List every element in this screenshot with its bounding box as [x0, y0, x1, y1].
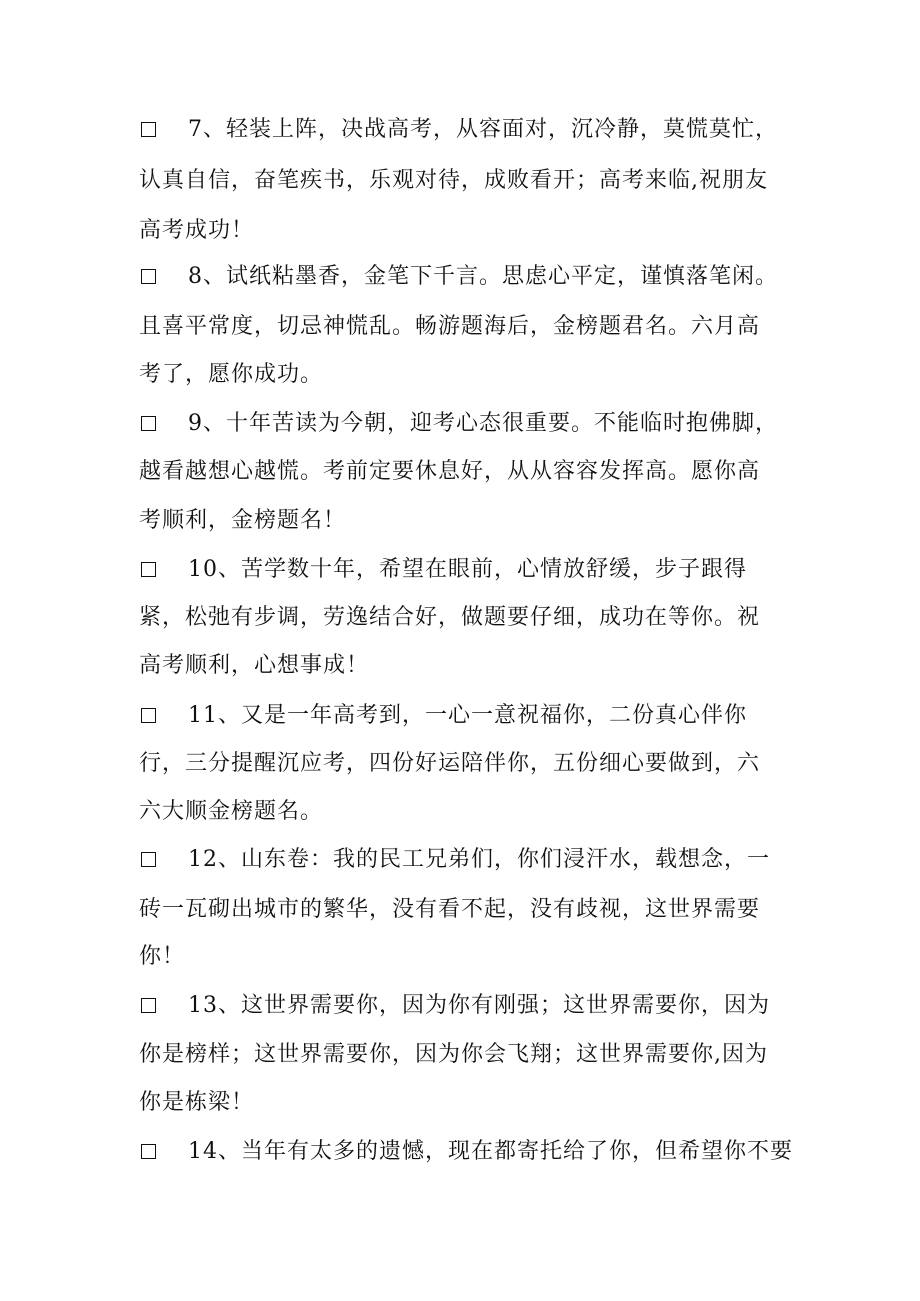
checkbox-icon[interactable] [141, 852, 156, 867]
line-text: 行，三分提醒沉应考，四份好运陪伴你，五份细心要做到，六 [139, 751, 761, 776]
line-text: 12、山东卷：我的民工兄弟们，你们浸汗水，载想念，一 [188, 847, 770, 872]
paragraph-10-line-2 [139, 598, 799, 638]
line-text: 考顺利，金榜题名！ [139, 508, 347, 533]
line-text: 你！ [139, 944, 186, 969]
paragraph-10-line-3 [139, 646, 799, 686]
paragraph-8-line-1 [139, 257, 799, 297]
line-text: 紧，松弛有步调，劳逸结合好，做题要仔细，成功在等你。祝 [139, 605, 761, 630]
line-text: 六大顺金榜题名。 [139, 799, 324, 824]
line-text: 10、苦学数十年，希望在眼前，心情放舒缓，步子跟得 [188, 557, 747, 582]
paragraph-14-line-1 [139, 1132, 799, 1172]
paragraph-9-line-1 [139, 404, 799, 444]
line-text: 你是榜样；这世界需要你，因为你会飞翔；这世界需要你,因为 [139, 1042, 768, 1067]
line-text: 认真自信，奋笔疾书，乐观对待，成败看开；高考来临,祝朋友 [139, 168, 768, 193]
line-text: 且喜平常度，切忌神慌乱。畅游题海后，金榜题君名。六月高 [139, 314, 761, 339]
line-text: 9、十年苦读为今朝，迎考心态很重要。不能临时抱佛脚， [188, 411, 778, 436]
line-text: 14、当年有太多的遗憾，现在都寄托给了你，但希望你不要 [188, 1139, 793, 1164]
line-text: 高考顺利，心想事成！ [139, 653, 370, 678]
line-text: 考了，愿你成功。 [139, 362, 324, 387]
paragraph-13-line-3 [139, 1083, 799, 1123]
checkbox-icon[interactable] [141, 1144, 156, 1159]
paragraph-12-line-1 [139, 840, 799, 880]
paragraph-12-line-2 [139, 890, 799, 930]
line-text: 11、又是一年高考到，一心一意祝福你，二份真心伴你 [188, 703, 747, 728]
paragraph-9-line-2 [139, 452, 799, 492]
line-text: 越看越想心越慌。考前定要休息好，从从容容发挥高。愿你高 [139, 459, 761, 484]
paragraph-7-line-1 [139, 110, 799, 150]
paragraph-11-line-2 [139, 744, 799, 784]
line-text: 高考成功！ [139, 218, 255, 243]
checkbox-icon[interactable] [141, 562, 156, 577]
paragraph-7-line-3 [139, 211, 799, 251]
line-text: 8、试纸粘墨香，金笔下千言。思虑心平定，谨慎落笔闲。 [188, 264, 778, 289]
checkbox-icon[interactable] [141, 122, 156, 137]
paragraph-12-line-3 [139, 937, 799, 977]
paragraph-11-line-1 [139, 696, 799, 736]
line-text: 7、轻装上阵，决战高考，从容面对，沉冷静，莫慌莫忙， [188, 117, 778, 142]
checkbox-icon[interactable] [141, 998, 156, 1013]
paragraph-9-line-3 [139, 501, 799, 541]
paragraph-10-line-1 [139, 550, 799, 590]
checkbox-icon[interactable] [141, 269, 156, 284]
checkbox-icon[interactable] [141, 708, 156, 723]
paragraph-13-line-1 [139, 986, 799, 1026]
paragraph-8-line-3 [139, 355, 799, 395]
checkbox-icon[interactable] [141, 416, 156, 431]
line-text: 砖一瓦砌出城市的繁华，没有看不起，没有歧视，这世界需要 [139, 897, 761, 922]
line-text: 13、这世界需要你，因为你有刚强；这世界需要你，因为 [188, 993, 770, 1018]
paragraph-7-line-2 [139, 161, 799, 201]
line-text: 你是栋梁！ [139, 1090, 255, 1115]
paragraph-13-line-2 [139, 1035, 799, 1075]
paragraph-11-line-3 [139, 792, 799, 832]
paragraph-8-line-2 [139, 307, 799, 347]
